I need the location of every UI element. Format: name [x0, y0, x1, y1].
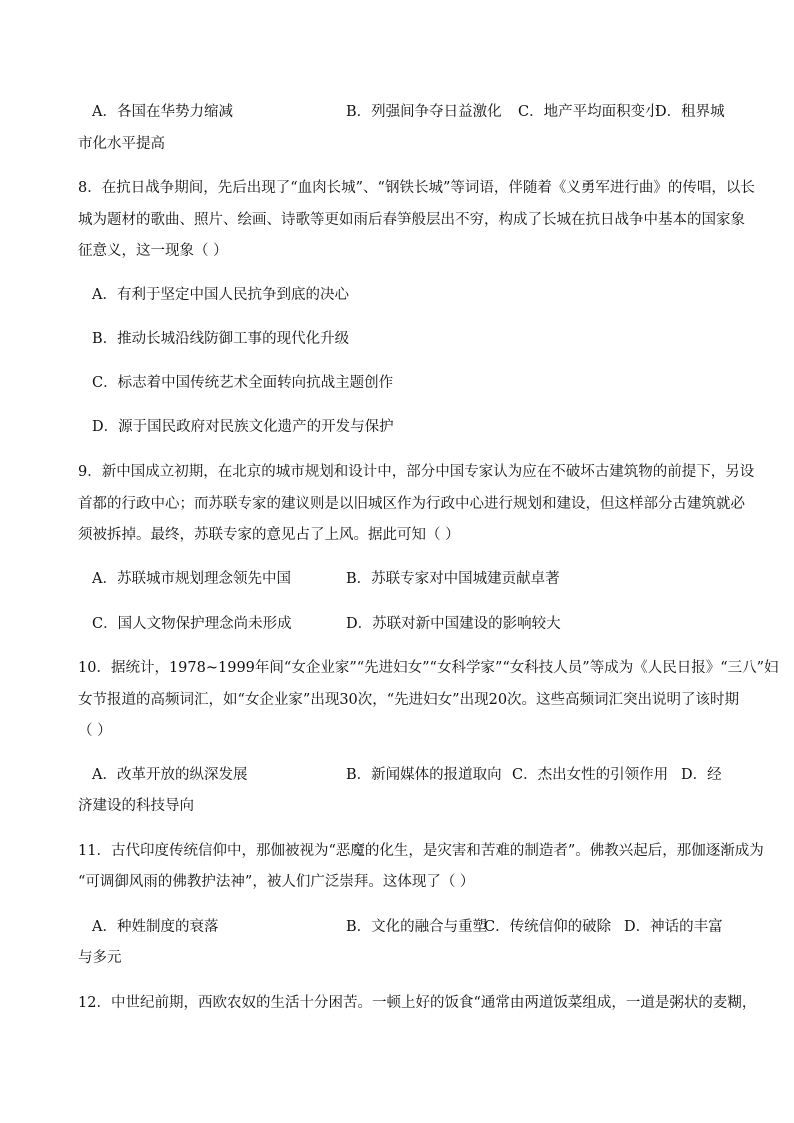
- q10-option-c[interactable]: C．杰出女性的引领作用: [512, 767, 669, 783]
- q10-option-d-continuation: 济建设的科技导向: [78, 798, 194, 814]
- q7-option-a[interactable]: A．各国在华势力缩减: [92, 104, 233, 120]
- q8-option-a[interactable]: A．有利于坚定中国人民抗争到底的决心: [92, 287, 349, 303]
- q11-option-b[interactable]: B．文化的融合与重塑: [346, 919, 488, 935]
- q7-option-d-continuation: 市化水平提高: [78, 136, 165, 152]
- q9-option-c[interactable]: C．国人文物保护理念尚未形成: [92, 616, 292, 632]
- q11-option-c[interactable]: C．传统信仰的破除: [484, 919, 612, 935]
- q9-option-a[interactable]: A．苏联城市规划理念领先中国: [92, 571, 291, 587]
- q10-stem-line-2: 女节报道的高频词汇，如“女企业家”出现30次，“先进妇女”出现20次。这些高频词汇突出说明了该时期: [78, 692, 740, 708]
- q7-option-b[interactable]: B．列强间争夺日益激化: [346, 104, 502, 120]
- q8-option-d[interactable]: D．源于国民政府对民族文化遗产的开发与保护: [92, 419, 394, 435]
- q10-stem-line-3: （ ）: [78, 723, 112, 739]
- q8-option-c[interactable]: C．标志着中国传统艺术全面转向抗战主题创作: [92, 375, 394, 391]
- q9-option-b[interactable]: B．苏联专家对中国城建贡献卓著: [346, 571, 560, 587]
- q7-option-d[interactable]: D．租界城: [655, 104, 725, 120]
- q8-stem-line-3: 征意义，这一现象（ ）: [78, 243, 228, 259]
- q11-stem-line-1: 11．古代印度传统信仰中，那伽被视为“恶魔的化生，是灾害和苦难的制造者”。佛教兴起后，那伽逐渐成为: [78, 843, 764, 859]
- q11-stem-line-2: “可调御风雨的佛教护法神”，被人们广泛崇拜。这体现了（ ）: [78, 874, 475, 890]
- q9-option-d[interactable]: D．苏联对新中国建设的影响较大: [346, 616, 561, 632]
- q7-option-c[interactable]: C．地产平均面积变小: [518, 104, 660, 120]
- q11-option-d-continuation: 与多元: [78, 950, 122, 966]
- q11-option-a[interactable]: A．种姓制度的衰落: [92, 919, 219, 935]
- q10-option-a[interactable]: A．改革开放的纵深发展: [92, 767, 248, 783]
- q12-stem-line-1: 12．中世纪前期，西欧农奴的生活十分困苦。一顿上好的饭食“通常由两道饭菜组成，一道是粥状的麦糊，: [78, 995, 757, 1011]
- q8-stem-line-2: 城为题材的歌曲、照片、绘画、诗歌等更如雨后春笋般层出不穷，构成了长城在抗日战争中基本的国家象: [78, 212, 745, 228]
- q10-stem-line-1: 10．据统计，1978~1999年间“女企业家”“先进妇女”“女科学家”“女科技人员”等成为《人民日报》“三八”妇: [78, 660, 779, 676]
- q11-option-d[interactable]: D．神话的丰富: [624, 919, 723, 935]
- q8-stem-line-1: 8．在抗日战争期间，先后出现了“血肉长城”、“钢铁长城”等词语，伴随着《义勇军进行曲》的传唱，以长: [78, 180, 755, 196]
- q9-stem-line-3: 须被拆掉。最终，苏联专家的意见占了上风。据此可知（ ）: [78, 527, 460, 543]
- q8-option-b[interactable]: B．推动长城沿线防御工事的现代化升级: [92, 331, 350, 347]
- q10-option-b[interactable]: B．新闻媒体的报道取向: [346, 767, 502, 783]
- q9-stem-line-1: 9．新中国成立初期，在北京的城市规划和设计中，部分中国专家认为应在不破坏古建筑物的前提下，另设: [78, 464, 755, 480]
- q9-stem-line-2: 首都的行政中心；而苏联专家的建议则是以旧城区作为行政中心进行规划和建设，但这样部分古建筑就必: [78, 496, 745, 512]
- q10-option-d[interactable]: D．经: [681, 767, 722, 783]
